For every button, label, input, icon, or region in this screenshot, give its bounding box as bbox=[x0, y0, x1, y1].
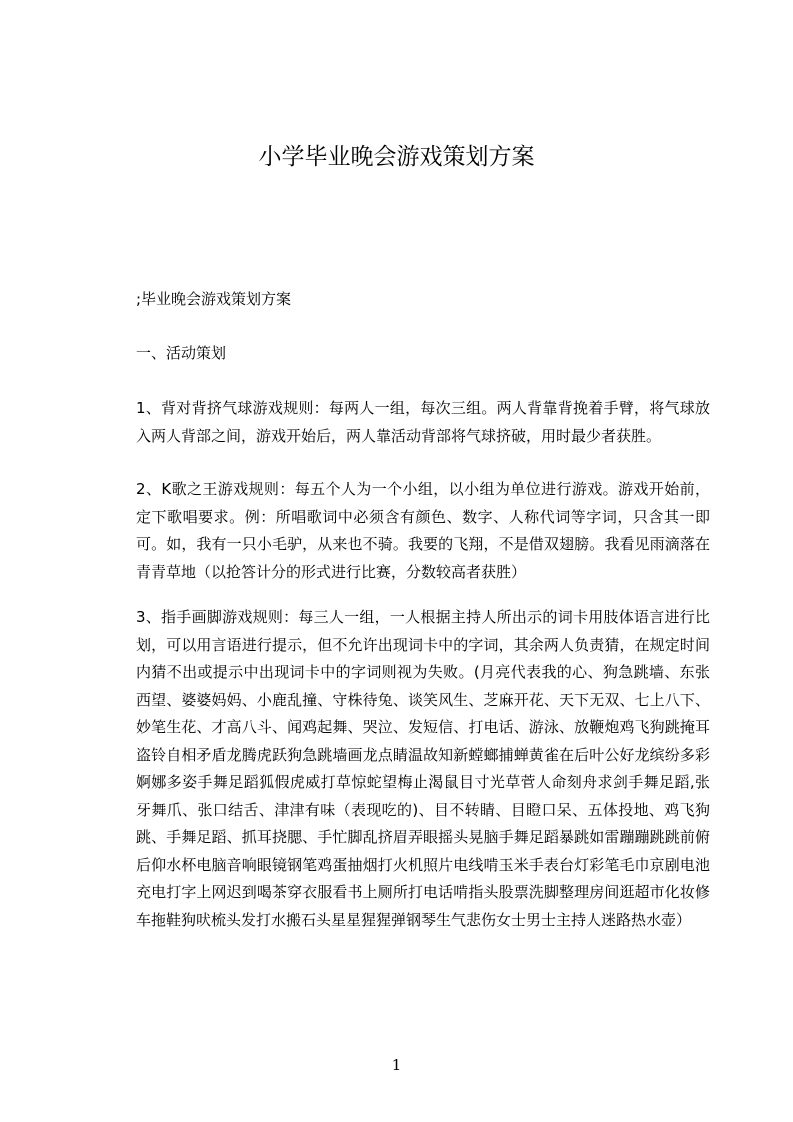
document-subtitle: ;毕业晚会游戏策划方案 bbox=[136, 290, 292, 308]
paragraph-text: 1、背对背挤气球游戏规则：每两人一组，每次三组。两人背靠背挽着手臂，将气球放入两人背部之间，游戏开始后，两人靠活动背部将气球挤破，用时最少者获胜。 bbox=[136, 399, 710, 445]
paragraph-text: 3、指手画脚游戏规则：每三人一组，一人根据主持人所出示的词卡用肢体语言进行比划，可以用言语进行提示，但不允许出现词卡中的字词，其余两人负责猜，在规定时间内猜不出或提示中出现词卡中的字词则视为失败。(月亮代表我的心、狗急跳墙、东张西望、婆婆妈妈、小鹿乱撞、守株待兔、谈笑风生、芝麻开花、天下无双、七上八下、妙笔生花、才高八斗、闻鸡起舞、哭泣、发短信、打电话、游泳、放鞭炮鸡飞狗跳掩耳盗铃自相矛盾龙腾虎跃狗急跳墙画龙点睛温故知新螳螂捕蝉黄雀在后叶公好龙缤纷多彩婀娜多姿手舞足蹈狐假虎威打草惊蛇望梅止渴鼠目寸光草菅人命刻舟求剑手舞足蹈,张牙舞爪、张口结舌、津津有味（表现吃的)、目不转睛、目瞪口呆、五体投地、鸡飞狗跳、手舞足蹈、抓耳挠腮、手忙脚乱挤眉弄眼摇头晃脑手舞足蹈暴跳如雷蹦蹦跳跳前俯后仰水杯电脑音响眼镜钢笔鸡蛋抽烟打火机照片电线啃玉米手表台灯彩笔毛巾京剧电池充电打字上网迟到喝茶穿衣服看书上厕所打电话啃指头股票洗脚整理房间逛超市化妆修车拖鞋狗吠梳头发打水搬石头星星猩猩弹钢琴生气悲伤女士男士主持人迷路热水壶） bbox=[136, 608, 710, 929]
paragraph-balloon-game bbox=[110, 395, 710, 450]
page-number: 1 bbox=[391, 1056, 402, 1074]
paragraph-text: 2、K歌之王游戏规则：每五个人为一个小组，以小组为单位进行游戏。游戏开始前，定下歌唱要求。例：所唱歌词中必须含有颜色、数字、人称代词等字词，只含其一即可。如，我有一只小毛驴，从来也不骑。我要的飞翔，不是借双翅膀。我看见雨滴落在青青草地（以抢答计分的形式进行比赛，分数较高者获胜） bbox=[136, 480, 710, 581]
paragraph-karaoke-game bbox=[110, 476, 710, 586]
paragraph-charades-game bbox=[110, 604, 710, 934]
document-title: 小学毕业晚会游戏策划方案 bbox=[258, 144, 535, 170]
section-heading: 一、活动策划 bbox=[136, 344, 227, 362]
